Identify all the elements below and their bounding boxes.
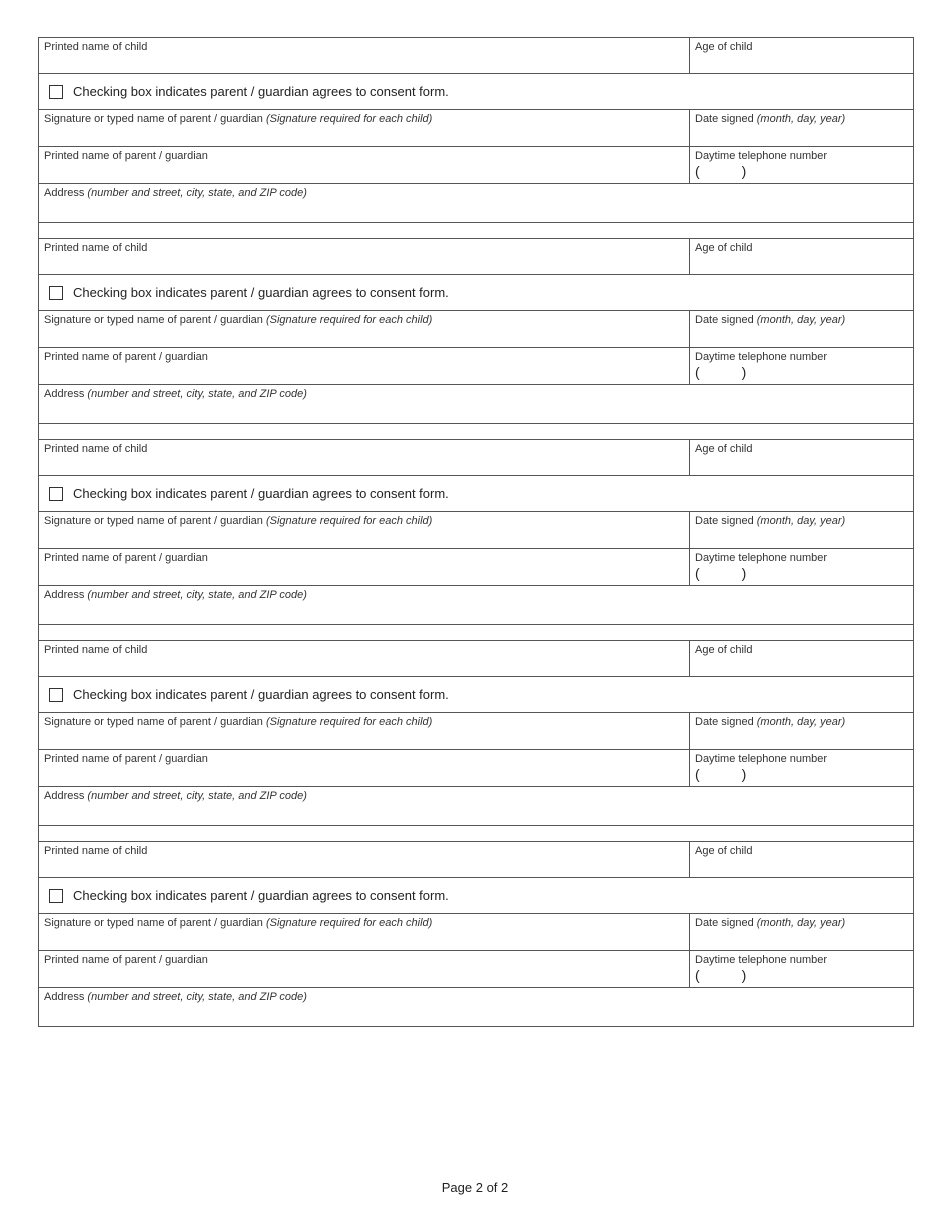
phone-label: Daytime telephone number <box>695 552 828 564</box>
signature-note: (Signature required for each child) <box>265 515 433 527</box>
phone-label: Daytime telephone number <box>695 351 828 363</box>
phone-area-open: ( <box>695 163 700 179</box>
signature-label: Signature or typed name of parent / guardian <box>44 314 266 326</box>
phone-area-close: ) <box>741 967 747 983</box>
parent-name-label: Printed name of parent / guardian <box>44 150 208 162</box>
parent-row <box>39 549 913 586</box>
child-age-field[interactable] <box>689 38 913 73</box>
consent-checkbox[interactable] <box>49 688 63 702</box>
child-entry <box>39 440 913 625</box>
consent-form-table <box>38 37 914 1027</box>
phone-label: Daytime telephone number <box>695 954 828 966</box>
phone-label: Daytime telephone number <box>695 753 828 765</box>
parent-row <box>39 348 913 385</box>
date-signed-field[interactable] <box>689 713 913 749</box>
signature-note: (Signature required for each child) <box>265 314 433 326</box>
address-label: Address <box>44 589 88 601</box>
signature-field[interactable] <box>39 110 689 146</box>
parent-name-field[interactable] <box>39 951 689 987</box>
signature-row <box>39 110 913 147</box>
child-entry <box>39 38 913 223</box>
address-note: (number and street, city, state, and ZIP code) <box>87 790 307 802</box>
child-name-label: Printed name of child <box>44 41 148 53</box>
child-entry <box>39 842 913 1026</box>
address-note: (number and street, city, state, and ZIP code) <box>87 589 307 601</box>
child-age-label: Age of child <box>695 242 753 254</box>
child-entry <box>39 641 913 826</box>
phone-area-open: ( <box>695 364 700 380</box>
parent-name-field[interactable] <box>39 147 689 183</box>
phone-label: Daytime telephone number <box>695 150 828 162</box>
child-name-label: Printed name of child <box>44 443 148 455</box>
address-field[interactable] <box>39 988 913 1026</box>
consent-row <box>39 275 913 311</box>
phone-area-close: ) <box>741 766 747 782</box>
address-field[interactable] <box>39 184 913 222</box>
parent-name-field[interactable] <box>39 348 689 384</box>
signature-row <box>39 914 913 951</box>
entry-spacer <box>39 223 913 239</box>
date-note: (month, day, year) <box>756 716 846 728</box>
date-note: (month, day, year) <box>756 515 846 527</box>
phone-field[interactable] <box>689 549 913 585</box>
consent-checkbox[interactable] <box>49 889 63 903</box>
child-age-field[interactable] <box>689 842 913 877</box>
date-note: (month, day, year) <box>756 314 846 326</box>
address-row <box>39 385 913 423</box>
parent-name-label: Printed name of parent / guardian <box>44 753 208 765</box>
page-number: Page 2 of 2 <box>441 1180 509 1195</box>
address-field[interactable] <box>39 787 913 825</box>
consent-checkbox[interactable] <box>49 85 63 99</box>
child-row <box>39 38 913 74</box>
child-name-label: Printed name of child <box>44 845 148 857</box>
address-note: (number and street, city, state, and ZIP code) <box>87 187 307 199</box>
child-entry <box>39 239 913 424</box>
consent-label: Checking box indicates parent / guardian agrees to consent form. <box>73 888 449 903</box>
address-row <box>39 988 913 1026</box>
address-row <box>39 586 913 624</box>
consent-label: Checking box indicates parent / guardian agrees to consent form. <box>73 687 449 702</box>
phone-area-close: ) <box>741 565 747 581</box>
child-name-field[interactable] <box>39 842 689 877</box>
parent-name-label: Printed name of parent / guardian <box>44 351 208 363</box>
parent-row <box>39 147 913 184</box>
child-name-field[interactable] <box>39 38 689 73</box>
parent-name-field[interactable] <box>39 750 689 786</box>
child-name-field[interactable] <box>39 440 689 475</box>
phone-field[interactable] <box>689 348 913 384</box>
address-label: Address <box>44 991 88 1003</box>
consent-row <box>39 476 913 512</box>
address-label: Address <box>44 388 88 400</box>
date-label: Date signed <box>695 716 757 728</box>
child-row <box>39 239 913 275</box>
date-signed-field[interactable] <box>689 914 913 950</box>
phone-area-open: ( <box>695 967 700 983</box>
address-note: (number and street, city, state, and ZIP code) <box>87 991 307 1003</box>
address-row <box>39 184 913 222</box>
date-note: (month, day, year) <box>756 917 846 929</box>
date-note: (month, day, year) <box>756 113 846 125</box>
signature-field[interactable] <box>39 914 689 950</box>
child-name-field[interactable] <box>39 239 689 274</box>
child-name-label: Printed name of child <box>44 644 148 656</box>
signature-field[interactable] <box>39 512 689 548</box>
phone-field[interactable] <box>689 951 913 987</box>
signature-note: (Signature required for each child) <box>265 917 433 929</box>
phone-field[interactable] <box>689 750 913 786</box>
child-age-field[interactable] <box>689 641 913 676</box>
date-label: Date signed <box>695 113 757 125</box>
address-note: (number and street, city, state, and ZIP code) <box>87 388 307 400</box>
date-label: Date signed <box>695 917 757 929</box>
phone-area-open: ( <box>695 766 700 782</box>
signature-note: (Signature required for each child) <box>265 716 433 728</box>
child-age-field[interactable] <box>689 239 913 274</box>
consent-checkbox[interactable] <box>49 286 63 300</box>
child-name-label: Printed name of child <box>44 242 148 254</box>
consent-row <box>39 74 913 110</box>
entry-spacer <box>39 826 913 842</box>
consent-label: Checking box indicates parent / guardian agrees to consent form. <box>73 285 449 300</box>
date-signed-field[interactable] <box>689 512 913 548</box>
signature-row <box>39 713 913 750</box>
signature-label: Signature or typed name of parent / guardian <box>44 917 266 929</box>
signature-row <box>39 311 913 348</box>
child-age-label: Age of child <box>695 644 753 656</box>
address-label: Address <box>44 187 88 199</box>
date-signed-field[interactable] <box>689 311 913 347</box>
entry-spacer <box>39 424 913 440</box>
consent-checkbox[interactable] <box>49 487 63 501</box>
phone-area-close: ) <box>741 163 747 179</box>
child-age-label: Age of child <box>695 41 753 53</box>
phone-area-open: ( <box>695 565 700 581</box>
signature-field[interactable] <box>39 713 689 749</box>
consent-label: Checking box indicates parent / guardian agrees to consent form. <box>73 84 449 99</box>
date-label: Date signed <box>695 314 757 326</box>
signature-label: Signature or typed name of parent / guardian <box>44 716 266 728</box>
address-field[interactable] <box>39 385 913 423</box>
signature-note: (Signature required for each child) <box>265 113 433 125</box>
parent-name-label: Printed name of parent / guardian <box>44 552 208 564</box>
address-field[interactable] <box>39 586 913 624</box>
consent-label: Checking box indicates parent / guardian agrees to consent form. <box>73 486 449 501</box>
parent-row <box>39 951 913 988</box>
date-label: Date signed <box>695 515 757 527</box>
signature-field[interactable] <box>39 311 689 347</box>
address-label: Address <box>44 790 88 802</box>
parent-name-label: Printed name of parent / guardian <box>44 954 208 966</box>
child-name-field[interactable] <box>39 641 689 676</box>
consent-row <box>39 878 913 914</box>
entry-spacer <box>39 625 913 641</box>
address-row <box>39 787 913 825</box>
signature-row <box>39 512 913 549</box>
phone-area-close: ) <box>741 364 747 380</box>
consent-row <box>39 677 913 713</box>
parent-name-field[interactable] <box>39 549 689 585</box>
phone-field[interactable] <box>689 147 913 183</box>
parent-row <box>39 750 913 787</box>
child-row <box>39 641 913 677</box>
child-age-field[interactable] <box>689 440 913 475</box>
signature-label: Signature or typed name of parent / guardian <box>44 515 266 527</box>
child-row <box>39 842 913 878</box>
date-signed-field[interactable] <box>689 110 913 146</box>
child-row <box>39 440 913 476</box>
child-age-label: Age of child <box>695 845 753 857</box>
signature-label: Signature or typed name of parent / guardian <box>44 113 266 125</box>
child-age-label: Age of child <box>695 443 753 455</box>
